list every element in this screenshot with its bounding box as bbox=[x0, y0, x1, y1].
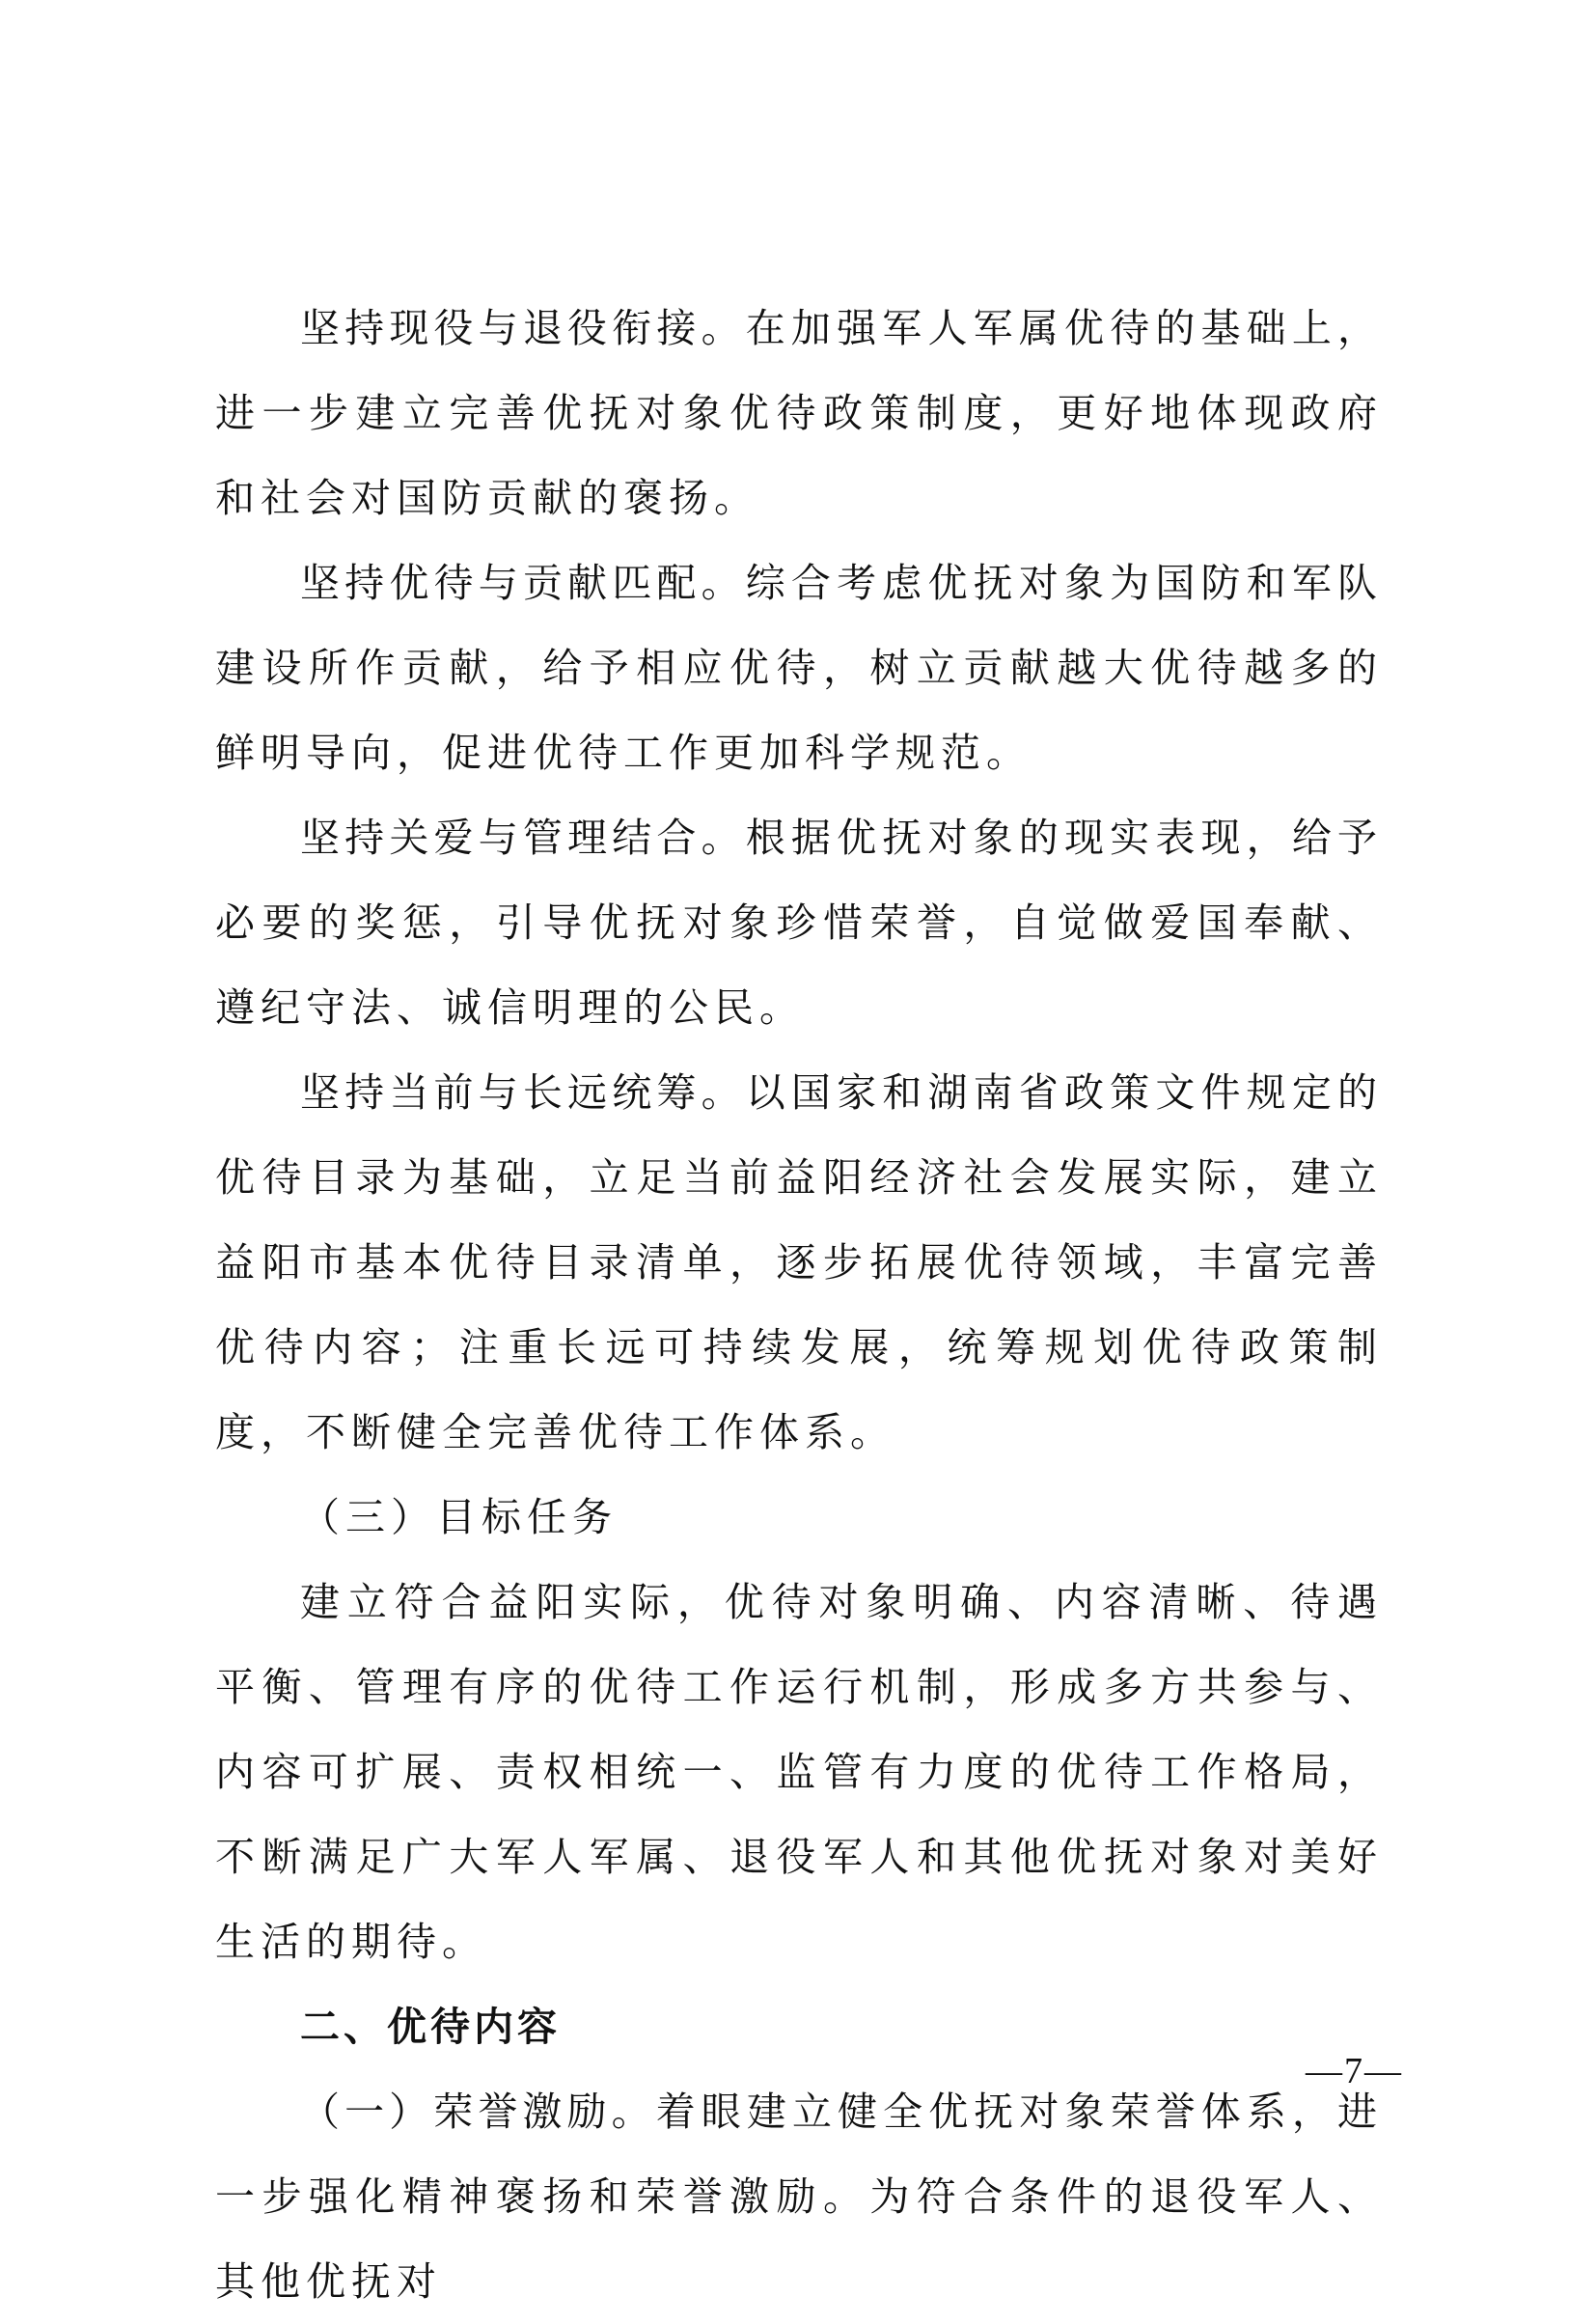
principle-text-4: 以国家和湖南省政策文件规定的优待目录为基础，立足当前益阳经济社会发展实际，建立益阳市基本优待目录清单，逐步拓展优待领域，丰富完善优待内容；注重长远可持续发展，统筹规划优待政策制度，不断健全完善优待工作体系。 bbox=[215, 1069, 1384, 1455]
document-body bbox=[215, 286, 1383, 2324]
principle-text-3: 根据优抚对象的现实表现，给予必要的奖惩，引导优抚对象珍惜荣誉，自觉做爱国奉献、遵纪守法、诚信明理的公民。 bbox=[215, 815, 1384, 1031]
principle-lead-2: 坚持优待与贡献匹配。 bbox=[300, 560, 746, 606]
principle-lead-1: 坚持现役与退役衔接。 bbox=[300, 305, 746, 351]
target-paragraph: 建立符合益阳实际，优待对象明确、内容清晰、待遇平衡、管理有序的优待工作运行机制，形成多方共参与、内容可扩展、责权相统一、监管有力度的优待工作格局，不断满足广大军人军属、退役军人和其他优抚对象对美好生活的期待。 bbox=[215, 1579, 1383, 1965]
honor-text: 着眼建立健全优抚对象荣誉体系，进一步强化精神褒扬和荣誉激励。为符合条件的退役军人、其他优抚对 bbox=[215, 2089, 1384, 2305]
principle-text-2: 综合考虑优抚对象为国防和军队建设所作贡献，给予相应优待，树立贡献越大优待越多的鲜明导向，促进优待工作更加科学规范。 bbox=[215, 560, 1384, 776]
honor-lead: （一）荣誉激励。 bbox=[300, 2089, 656, 2135]
principle-lead-3: 坚持关爱与管理结合。 bbox=[300, 815, 746, 861]
principle-paragraph-3 bbox=[215, 795, 1383, 1050]
principle-paragraph-2 bbox=[215, 540, 1383, 795]
principle-paragraph-1 bbox=[215, 286, 1383, 540]
page-number: —7— bbox=[1306, 2051, 1403, 2091]
subheading-target-tasks: （三）目标任务 bbox=[300, 1494, 618, 1540]
principle-text-1: 在加强军人军属优待的基础上，进一步建立完善优抚对象优待政策制度，更好地体现政府和社会对国防贡献的褒扬。 bbox=[215, 305, 1384, 521]
section-heading-benefits: 二、优待内容 bbox=[300, 2004, 561, 2050]
principle-lead-4: 坚持当前与长远统筹。 bbox=[300, 1069, 746, 1116]
honor-paragraph bbox=[215, 2069, 1383, 2324]
principle-paragraph-4 bbox=[215, 1050, 1383, 1475]
